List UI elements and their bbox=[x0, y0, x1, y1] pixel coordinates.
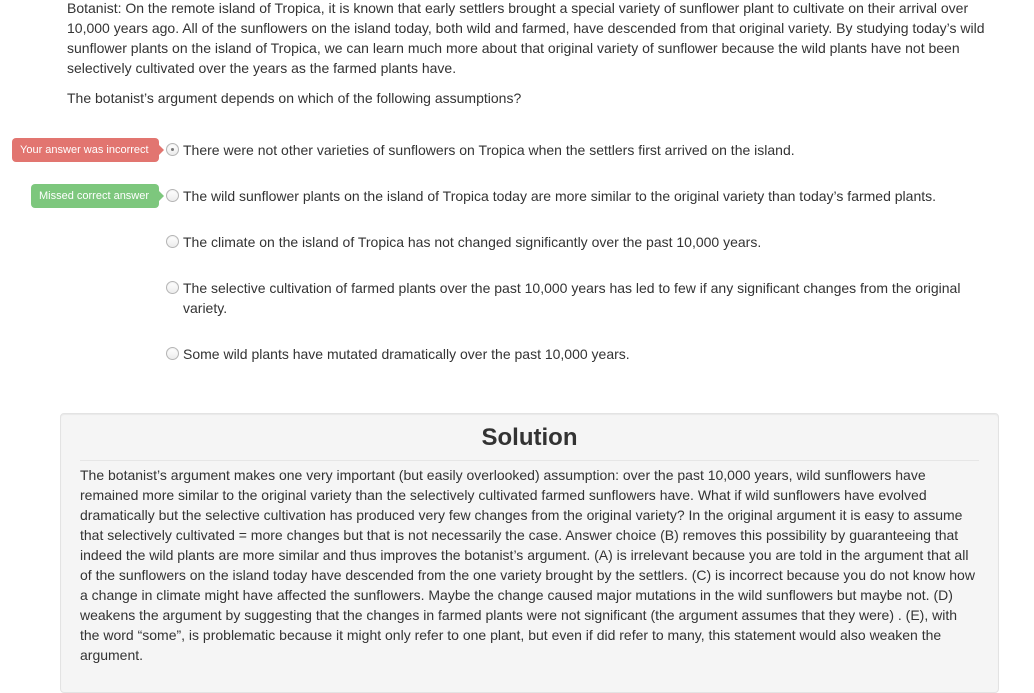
choice-text: The selective cultivation of farmed plants over the past 10,000 years has led to few if any significant changes from the original variety. bbox=[183, 280, 961, 316]
radio-button-icon[interactable] bbox=[166, 235, 179, 248]
solution-divider bbox=[80, 460, 979, 461]
solution-title: Solution bbox=[481, 424, 578, 451]
solution-panel bbox=[60, 413, 999, 693]
answer-choice-b[interactable] bbox=[166, 186, 986, 206]
solution-explanation: The botanist’s argument makes one very important (but easily overlooked) assumption: over the past 10,000 years, wild sunflowers have remained more similar to the original variety than the selectively cultivated farmed sunflowers have. What if wild sunflowers have evolved dramatically but the selective cultivation has produced very few changes from the original variety? In the original argument it is easy to assume that selectively cultivated = more changes but that is not necessarily the case. Answer choice (B) removes this possibility by guaranteeing that indeed the wild plants are more similar and thus improves the botanist’s argument. (A) is irrelevant because you are told in the argument that all of the sunflowers on the island today have descended from the one variety brought by the settlers. (C) is incorrect because you do not know how a change in climate might have affected the sunflowers. Maybe the change caused major mutations in the wild sunflowers but maybe not. (D) weakens the argument by suggesting that the changes in farmed plants were not significant (the argument assumes that they were) . (E), with the word “some”, is problematic because it might only refer to one plant, but even if did refer to many, this statement would also weaken the argument. bbox=[80, 467, 975, 663]
answer-choice-d[interactable] bbox=[166, 278, 986, 318]
radio-button-icon[interactable] bbox=[166, 189, 179, 202]
radio-button-icon[interactable] bbox=[166, 281, 179, 294]
choice-text: The climate on the island of Tropica has not changed significantly over the past 10,000 years. bbox=[183, 234, 762, 250]
question-stimulus bbox=[67, 0, 997, 78]
answer-choice-a[interactable] bbox=[166, 140, 986, 160]
answer-choice-c[interactable] bbox=[166, 232, 986, 252]
choice-text: The wild sunflower plants on the island of Tropica today are more similar to the original variety than today’s farmed plants. bbox=[183, 188, 937, 204]
choice-text: Some wild plants have mutated dramatically over the past 10,000 years. bbox=[183, 346, 630, 362]
answer-choice-e[interactable] bbox=[166, 344, 986, 364]
stimulus-text: Botanist: On the remote island of Tropica, it is known that early settlers brought a special variety of sunflower plant to cultivate on their arrival over 10,000 years ago. All of the sunflowers on the island today, both wild and farmed, have descended from that original variety. By studying today’s wild sunflower plants on the island of Tropica, we can learn much more about that original variety of sunflower because the wild plants have not been selectively cultivated over the years as the farmed plants have. bbox=[67, 0, 985, 76]
missed-correct-answer-badge: Missed correct answer bbox=[31, 184, 159, 208]
radio-button-icon[interactable] bbox=[166, 347, 179, 360]
incorrect-answer-badge: Your answer was incorrect bbox=[12, 138, 159, 162]
choice-text: There were not other varieties of sunflowers on Tropica when the settlers first arrived on the island. bbox=[183, 142, 795, 158]
radio-button-selected-icon[interactable] bbox=[166, 143, 179, 156]
question-stem: The botanist’s argument depends on which of the following assumptions? bbox=[67, 90, 522, 106]
